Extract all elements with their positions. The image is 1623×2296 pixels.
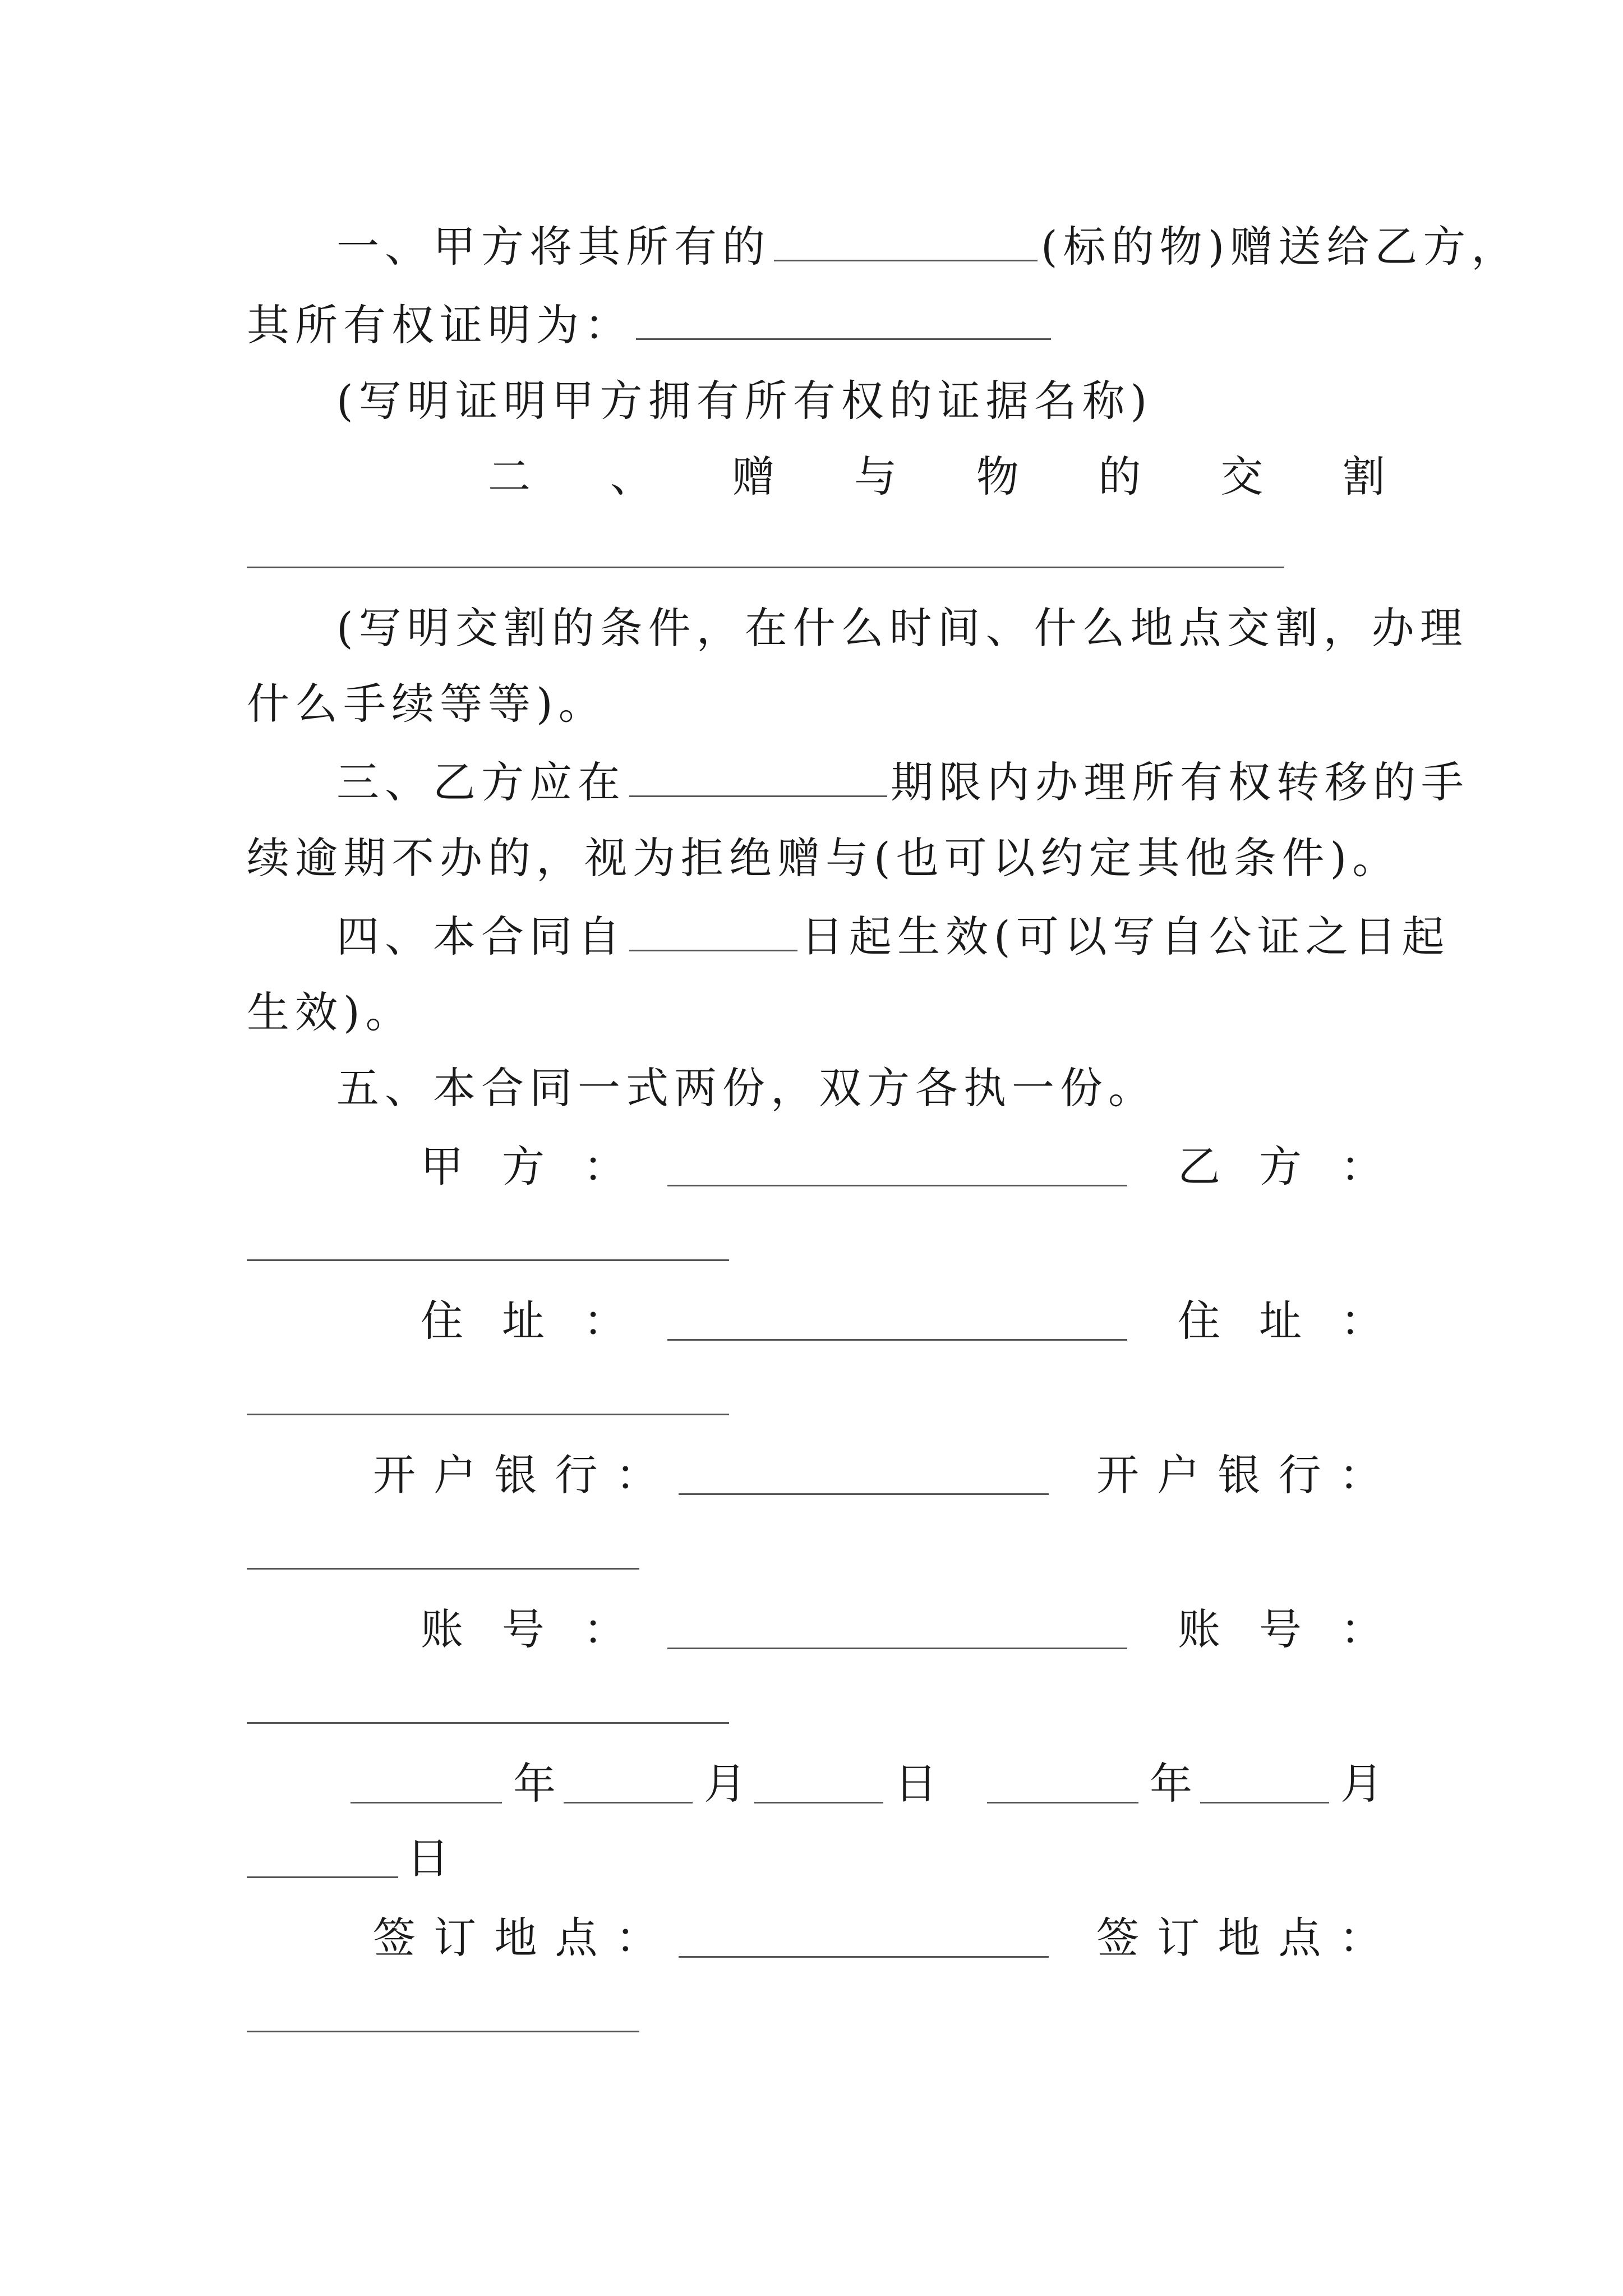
- date-b-day-label: 日: [407, 1833, 449, 1883]
- bank-b-field[interactable]: [247, 1568, 639, 1570]
- clause-4-text-a: 四、本合同自: [336, 912, 626, 961]
- account-b-field[interactable]: [247, 1722, 729, 1724]
- clause-2-char: 二: [488, 452, 531, 501]
- clause-2-char: 的: [1098, 452, 1141, 501]
- clause-1-text-b: (标的物)赠送给乙方，: [1041, 222, 1520, 272]
- clause-1-line-1: [336, 219, 1519, 275]
- clause-2-char: 赠: [732, 452, 775, 501]
- clause-4-text-b: 日起生效(可以写自公证之日起: [801, 912, 1450, 961]
- address-b-field[interactable]: [247, 1414, 729, 1415]
- account-a-colon: ：: [583, 1604, 626, 1654]
- date-b-year-field[interactable]: [987, 1802, 1138, 1803]
- party-a-field[interactable]: [667, 1185, 1127, 1186]
- account-b-char: 号: [1259, 1604, 1302, 1654]
- clause-2-char: 物: [976, 452, 1019, 501]
- date-b-month-label: 月: [1340, 1759, 1383, 1809]
- party-a-char: 方: [502, 1142, 545, 1191]
- place-a-field[interactable]: [679, 1956, 1049, 1958]
- account-a-field[interactable]: [667, 1648, 1127, 1649]
- address-b-char: 住: [1178, 1296, 1220, 1346]
- address-b-colon: ：: [1340, 1296, 1383, 1346]
- delivery-blank[interactable]: [247, 567, 1284, 568]
- party-b-char: 方: [1259, 1142, 1302, 1191]
- place-a-label: 签 订 地 点 ：: [373, 1913, 661, 1963]
- clause-1-note: (写明证明甲方拥有所有权的证据名称): [336, 376, 1153, 426]
- place-b-field[interactable]: [247, 2031, 639, 2032]
- clause-3-line-1: [336, 754, 1469, 811]
- clause-2-note-line-2: 什么手续等等)。: [247, 679, 607, 729]
- bank-a-label: 开 户 银 行 ：: [373, 1450, 661, 1500]
- party-b-char: 乙: [1178, 1142, 1220, 1191]
- date-a-month-label: 月: [704, 1759, 746, 1809]
- address-b-char: 址: [1259, 1296, 1302, 1346]
- clause-2-char: 与: [854, 452, 897, 501]
- ownership-proof-label: 其所有权证明为：: [247, 300, 633, 350]
- clause-3-text-b: 期限内办理所有权转移的手: [891, 757, 1469, 807]
- date-a-year-label: 年: [513, 1759, 556, 1809]
- address-a-char: 址: [502, 1296, 545, 1346]
- clause-4-line-1: [336, 909, 1450, 965]
- place-b-label: 签 订 地 点 ：: [1096, 1913, 1384, 1963]
- date-a-day-label: 日: [895, 1759, 937, 1809]
- clause-1-text-a: 一、甲方将其所有的: [336, 222, 771, 272]
- date-b-day-field[interactable]: [247, 1876, 398, 1878]
- party-a-char: 甲: [421, 1142, 463, 1191]
- date-a-year-field[interactable]: [351, 1802, 502, 1803]
- date-a-day-field[interactable]: [754, 1802, 883, 1803]
- effective-date-blank[interactable]: [629, 909, 797, 951]
- party-b-field[interactable]: [247, 1259, 729, 1261]
- date-b-year-label: 年: [1150, 1759, 1192, 1809]
- address-a-colon: ：: [583, 1296, 626, 1346]
- bank-a-field[interactable]: [679, 1493, 1049, 1495]
- transfer-period-blank[interactable]: [629, 755, 887, 797]
- clause-5: 五、本合同一式两份，双方各执一份。: [336, 1063, 1156, 1113]
- party-b-colon: ：: [1340, 1142, 1383, 1191]
- clause-3-line-2: 续逾期不办的，视为拒绝赠与(也可以约定其他条件)。: [247, 833, 1401, 883]
- clause-2-char: 割: [1342, 452, 1385, 501]
- bank-b-label: 开 户 银 行 ：: [1096, 1450, 1384, 1500]
- date-b-month-field[interactable]: [1200, 1802, 1329, 1803]
- address-a-char: 住: [421, 1296, 463, 1346]
- clause-2-char: 交: [1220, 452, 1264, 501]
- clause-2-heading: [488, 449, 1385, 505]
- date-a-month-field[interactable]: [564, 1802, 693, 1803]
- ownership-proof-blank[interactable]: [636, 298, 1051, 340]
- clause-2-char: 、: [610, 452, 653, 501]
- clause-4-line-2: 生效)。: [247, 987, 414, 1037]
- party-a-colon: ：: [583, 1142, 626, 1191]
- clause-2-note-line-1: (写明交割的条件，在什么时间、什么地点交割，办理: [336, 603, 1468, 653]
- clause-3-text-a: 三、乙方应在: [336, 757, 626, 807]
- account-b-colon: ：: [1340, 1604, 1383, 1654]
- clause-1-line-2: [247, 297, 1054, 353]
- account-a-char: 账: [421, 1604, 463, 1654]
- subject-matter-blank[interactable]: [774, 219, 1038, 261]
- account-b-char: 账: [1178, 1604, 1220, 1654]
- address-a-field[interactable]: [667, 1339, 1127, 1341]
- account-a-char: 号: [502, 1604, 545, 1654]
